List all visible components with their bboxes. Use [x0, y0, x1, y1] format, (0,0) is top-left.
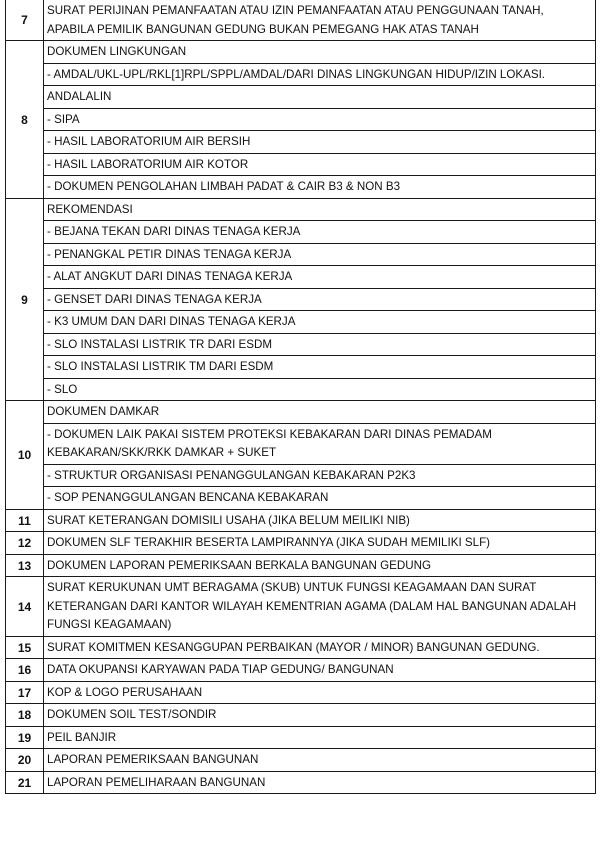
requirement-item: SURAT PERIJINAN PEMANFAATAN ATAU IZIN PEMANFAATAN ATAU PENGGUNAAN TANAH, APABILA PEMILIK BANGUNAN GEDUNG BUKAN PEMEGANG HAK ATAS TANAH: [44, 0, 596, 41]
requirement-item: REKOMENDASI: [44, 198, 596, 221]
table-row: [6, 243, 596, 266]
table-row: [6, 288, 596, 311]
table-row: [6, 221, 596, 244]
table-row: [6, 423, 596, 464]
requirement-item: DOKUMEN DAMKAR: [44, 401, 596, 424]
requirement-item: SURAT KOMITMEN KESANGGUPAN PERBAIKAN (MAYOR / MINOR) BANGUNAN GEDUNG.: [44, 636, 596, 659]
row-number: 15: [6, 636, 44, 659]
table-row: [6, 681, 596, 704]
table-row: [6, 636, 596, 659]
requirement-subitem: - DOKUMEN PENGOLAHAN LIMBAH PADAT & CAIR B3 & NON B3: [44, 176, 596, 199]
requirement-subitem: - SLO: [44, 378, 596, 401]
requirement-item: SURAT KETERANGAN DOMISILI USAHA (JIKA BELUM MEILIKI NIB): [44, 509, 596, 532]
requirement-item: DOKUMEN LINGKUNGAN: [44, 41, 596, 64]
requirement-item: LAPORAN PEMERIKSAAN BANGUNAN: [44, 749, 596, 772]
table-row: [6, 378, 596, 401]
table-row: [6, 704, 596, 727]
requirement-subitem: - AMDAL/UKL-UPL/RKL[1]RPL/SPPL/AMDAL/DARI DINAS LINGKUNGAN HIDUP/IZIN LOKASI.: [44, 63, 596, 86]
row-number: 11: [6, 509, 44, 532]
row-number: 16: [6, 659, 44, 682]
requirement-subitem: - K3 UMUM DAN DARI DINAS TENAGA KERJA: [44, 311, 596, 334]
table-row: [6, 176, 596, 199]
table-row: [6, 487, 596, 510]
table-row: [6, 153, 596, 176]
table-row: [6, 41, 596, 64]
row-number: 19: [6, 726, 44, 749]
table-row: [6, 198, 596, 221]
table-row: [6, 266, 596, 289]
table-row: [6, 771, 596, 794]
requirement-subitem: - HASIL LABORATORIUM AIR KOTOR: [44, 153, 596, 176]
requirement-item: LAPORAN PEMELIHARAAN BANGUNAN: [44, 771, 596, 794]
table-row: [6, 0, 596, 41]
table-row: [6, 509, 596, 532]
row-number: 17: [6, 681, 44, 704]
table-row: [6, 356, 596, 379]
requirement-subitem: - SLO INSTALASI LISTRIK TR DARI ESDM: [44, 333, 596, 356]
requirement-item: SURAT KERUKUNAN UMT BERAGAMA (SKUB) UNTUK FUNGSI KEAGAMAAN DAN SURAT KETERANGAN DARI KANTOR WILAYAH KEMENTRIAN AGAMA (DALAM HAL BANGUNAN ADALAH FUNGSI KEAGAMAAN): [44, 577, 596, 637]
requirement-item: DOKUMEN LAPORAN PEMERIKSAAN BERKALA BANGUNAN GEDUNG: [44, 554, 596, 577]
row-number: 18: [6, 704, 44, 727]
requirement-subitem: - DOKUMEN LAIK PAKAI SISTEM PROTEKSI KEBAKARAN DARI DINAS PEMADAM KEBAKARAN/SKK/RKK DAMKAR + SUKET: [44, 423, 596, 464]
requirement-item: KOP & LOGO PERUSAHAAN: [44, 681, 596, 704]
table-row: [6, 577, 596, 637]
table-row: [6, 726, 596, 749]
table-row: [6, 554, 596, 577]
requirement-item: PEIL BANJIR: [44, 726, 596, 749]
requirement-subitem: - BEJANA TEKAN DARI DINAS TENAGA KERJA: [44, 221, 596, 244]
table-row: [6, 464, 596, 487]
table-row: [6, 401, 596, 424]
requirement-subitem: - STRUKTUR ORGANISASI PENANGGULANGAN KEBAKARAN P2K3: [44, 464, 596, 487]
requirement-subitem: - ALAT ANGKUT DARI DINAS TENAGA KERJA: [44, 266, 596, 289]
requirement-subitem: - PENANGKAL PETIR DINAS TENAGA KERJA: [44, 243, 596, 266]
table-row: [6, 749, 596, 772]
row-number: 20: [6, 749, 44, 772]
row-number: 13: [6, 554, 44, 577]
requirements-table-body: [6, 0, 596, 794]
requirement-subitem: - HASIL LABORATORIUM AIR BERSIH: [44, 131, 596, 154]
row-number: 12: [6, 532, 44, 555]
table-row: [6, 63, 596, 86]
document-page: [5, 0, 595, 794]
row-number: 9: [6, 198, 44, 401]
requirement-subitem: ANDALALIN: [44, 86, 596, 109]
requirement-item: DOKUMEN SLF TERAKHIR BESERTA LAMPIRANNYA (JIKA SUDAH MEMILIKI SLF): [44, 532, 596, 555]
table-row: [6, 659, 596, 682]
requirements-table: [5, 0, 596, 794]
table-row: [6, 333, 596, 356]
requirement-item: DATA OKUPANSI KARYAWAN PADA TIAP GEDUNG/ BANGUNAN: [44, 659, 596, 682]
table-row: [6, 532, 596, 555]
table-row: [6, 108, 596, 131]
requirement-subitem: - SLO INSTALASI LISTRIK TM DARI ESDM: [44, 356, 596, 379]
row-number: 21: [6, 771, 44, 794]
row-number: 14: [6, 577, 44, 637]
row-number: 8: [6, 41, 44, 199]
requirement-item: DOKUMEN SOIL TEST/SONDIR: [44, 704, 596, 727]
table-row: [6, 311, 596, 334]
requirement-subitem: - GENSET DARI DINAS TENAGA KERJA: [44, 288, 596, 311]
row-number: 7: [6, 0, 44, 41]
requirement-subitem: - SIPA: [44, 108, 596, 131]
row-number: 10: [6, 401, 44, 510]
requirement-subitem: - SOP PENANGGULANGAN BENCANA KEBAKARAN: [44, 487, 596, 510]
table-row: [6, 131, 596, 154]
table-row: [6, 86, 596, 109]
